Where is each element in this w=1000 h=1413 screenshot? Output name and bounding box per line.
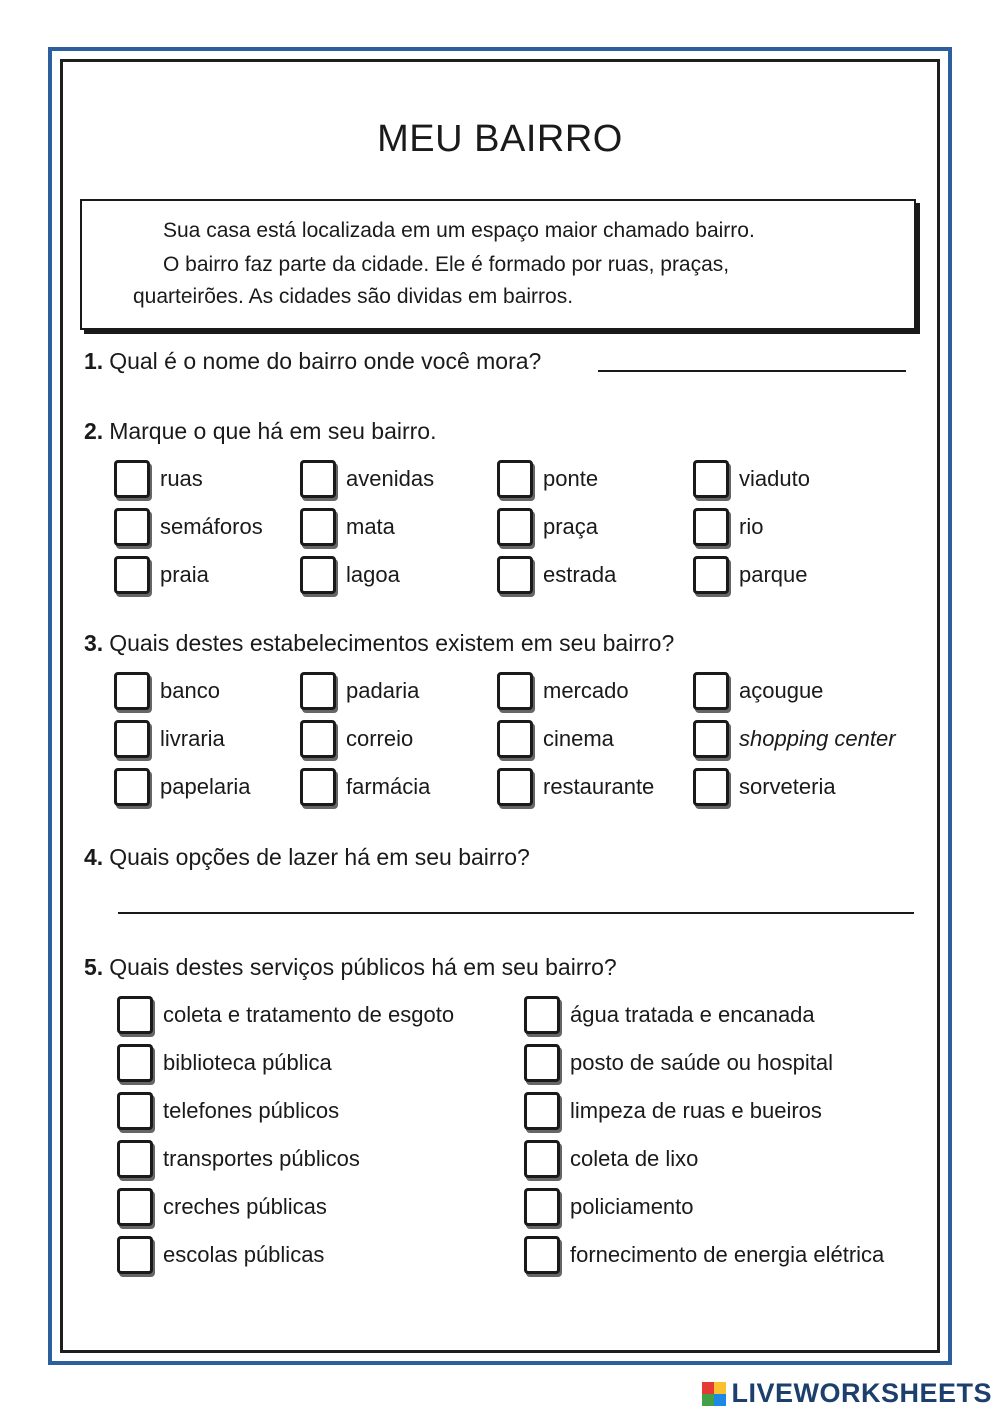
q2-checkbox[interactable] (693, 556, 729, 594)
question-3 (84, 630, 674, 657)
q3-option-label: correio (346, 726, 414, 751)
question-4 (84, 844, 530, 871)
page-title: MEU BAIRRO (377, 118, 623, 160)
intro-line-2: O bairro faz parte da cidade. Ele é formado por ruas, praças, (163, 253, 730, 276)
brand-logo-icon (702, 1382, 726, 1406)
brand-name: LIVEWORKSHEETS (731, 1378, 992, 1408)
q3-checkbox[interactable] (114, 768, 150, 806)
q3-option-label: cinema (543, 726, 614, 751)
q5-checkbox[interactable] (117, 1092, 153, 1130)
answer-line-q1[interactable] (598, 370, 906, 372)
question-3-number: 3. (84, 630, 104, 656)
q3-option-label: mercado (543, 678, 629, 703)
q5-option-label: creches públicas (163, 1194, 327, 1219)
q5-checkbox[interactable] (524, 1092, 560, 1130)
q2-option-label: rio (739, 514, 764, 539)
q2-checkbox[interactable] (300, 460, 336, 498)
q5-checkbox[interactable] (524, 1044, 560, 1082)
q2-checkbox[interactable] (693, 508, 729, 546)
q3-option-label: shopping center (739, 726, 896, 751)
q3-checkbox[interactable] (300, 768, 336, 806)
question-3-text: Quais destes estabelecimentos existem em seu bairro? (109, 630, 675, 656)
q3-option-label: restaurante (543, 774, 655, 799)
q2-option-label: viaduto (739, 466, 810, 491)
q2-checkbox[interactable] (300, 508, 336, 546)
q3-checkbox[interactable] (300, 672, 336, 710)
question-2 (84, 418, 437, 445)
q5-checkbox[interactable] (524, 996, 560, 1034)
q3-checkbox[interactable] (497, 672, 533, 710)
q2-checkbox[interactable] (497, 460, 533, 498)
q5-option-label: biblioteca pública (163, 1050, 332, 1075)
question-4-text: Quais opções de lazer há em seu bairro? (109, 844, 530, 870)
q2-checkbox[interactable] (114, 460, 150, 498)
q2-checkbox[interactable] (300, 556, 336, 594)
q5-option-label: escolas públicas (163, 1242, 325, 1267)
q2-checkbox[interactable] (114, 508, 150, 546)
brand-logo[interactable] (702, 1378, 992, 1409)
question-1 (84, 348, 541, 375)
q2-option-label: mata (346, 514, 395, 539)
q2-checkbox[interactable] (693, 460, 729, 498)
q5-checkbox[interactable] (117, 1140, 153, 1178)
q2-option-label: ruas (160, 466, 203, 491)
question-2-number: 2. (84, 418, 104, 444)
q5-option-label: limpeza de ruas e bueiros (570, 1098, 822, 1123)
q2-checkbox[interactable] (497, 556, 533, 594)
q2-option-label: parque (739, 562, 808, 587)
q2-checkbox[interactable] (497, 508, 533, 546)
question-5-number: 5. (84, 954, 104, 980)
q2-checkbox[interactable] (114, 556, 150, 594)
q5-option-label: água tratada e encanada (570, 1002, 815, 1027)
question-1-text: Qual é o nome do bairro onde você mora? (109, 348, 542, 374)
q5-option-label: transportes públicos (163, 1146, 360, 1171)
q3-checkbox[interactable] (497, 768, 533, 806)
question-1-number: 1. (84, 348, 104, 374)
q3-option-label: papelaria (160, 774, 251, 799)
question-5 (84, 954, 617, 981)
q2-option-label: avenidas (346, 466, 435, 491)
q3-checkbox[interactable] (497, 720, 533, 758)
q5-checkbox[interactable] (117, 1044, 153, 1082)
q5-option-label: fornecimento de energia elétrica (570, 1242, 885, 1267)
q3-checkbox[interactable] (693, 768, 729, 806)
q5-checkbox[interactable] (117, 996, 153, 1034)
intro-line-3: quarteirões. As cidades são dividas em bairros. (133, 285, 574, 308)
q3-checkbox[interactable] (114, 672, 150, 710)
q5-checkbox[interactable] (524, 1188, 560, 1226)
q5-checkbox[interactable] (524, 1140, 560, 1178)
q5-checkbox[interactable] (524, 1236, 560, 1274)
q5-checkbox[interactable] (117, 1188, 153, 1226)
q3-checkbox[interactable] (300, 720, 336, 758)
q2-option-label: lagoa (346, 562, 400, 587)
q3-option-label: banco (160, 678, 220, 703)
q3-checkbox[interactable] (693, 672, 729, 710)
q2-option-label: estrada (543, 562, 617, 587)
q3-checkbox[interactable] (114, 720, 150, 758)
q3-option-label: açougue (739, 678, 824, 703)
q2-option-label: ponte (543, 466, 599, 491)
q2-option-label: semáforos (160, 514, 263, 539)
q5-option-label: posto de saúde ou hospital (570, 1050, 833, 1075)
answer-line-q4[interactable] (118, 912, 914, 914)
q3-option-label: padaria (346, 678, 420, 703)
question-4-number: 4. (84, 844, 104, 870)
q5-option-label: policiamento (570, 1194, 694, 1219)
intro-line-1: Sua casa está localizada em um espaço maior chamado bairro. (163, 219, 755, 242)
q3-option-label: sorveteria (739, 774, 836, 799)
q3-option-label: livraria (160, 726, 225, 751)
question-2-text: Marque o que há em seu bairro. (109, 418, 437, 444)
q5-checkbox[interactable] (117, 1236, 153, 1274)
q3-checkbox[interactable] (693, 720, 729, 758)
q2-option-label: praia (160, 562, 209, 587)
q5-option-label: coleta e tratamento de esgoto (163, 1002, 455, 1027)
question-5-text: Quais destes serviços públicos há em seu bairro? (109, 954, 617, 980)
q2-option-label: praça (543, 514, 599, 539)
q3-option-label: farmácia (346, 774, 431, 799)
q5-option-label: coleta de lixo (570, 1146, 699, 1171)
q5-option-label: telefones públicos (163, 1098, 340, 1123)
